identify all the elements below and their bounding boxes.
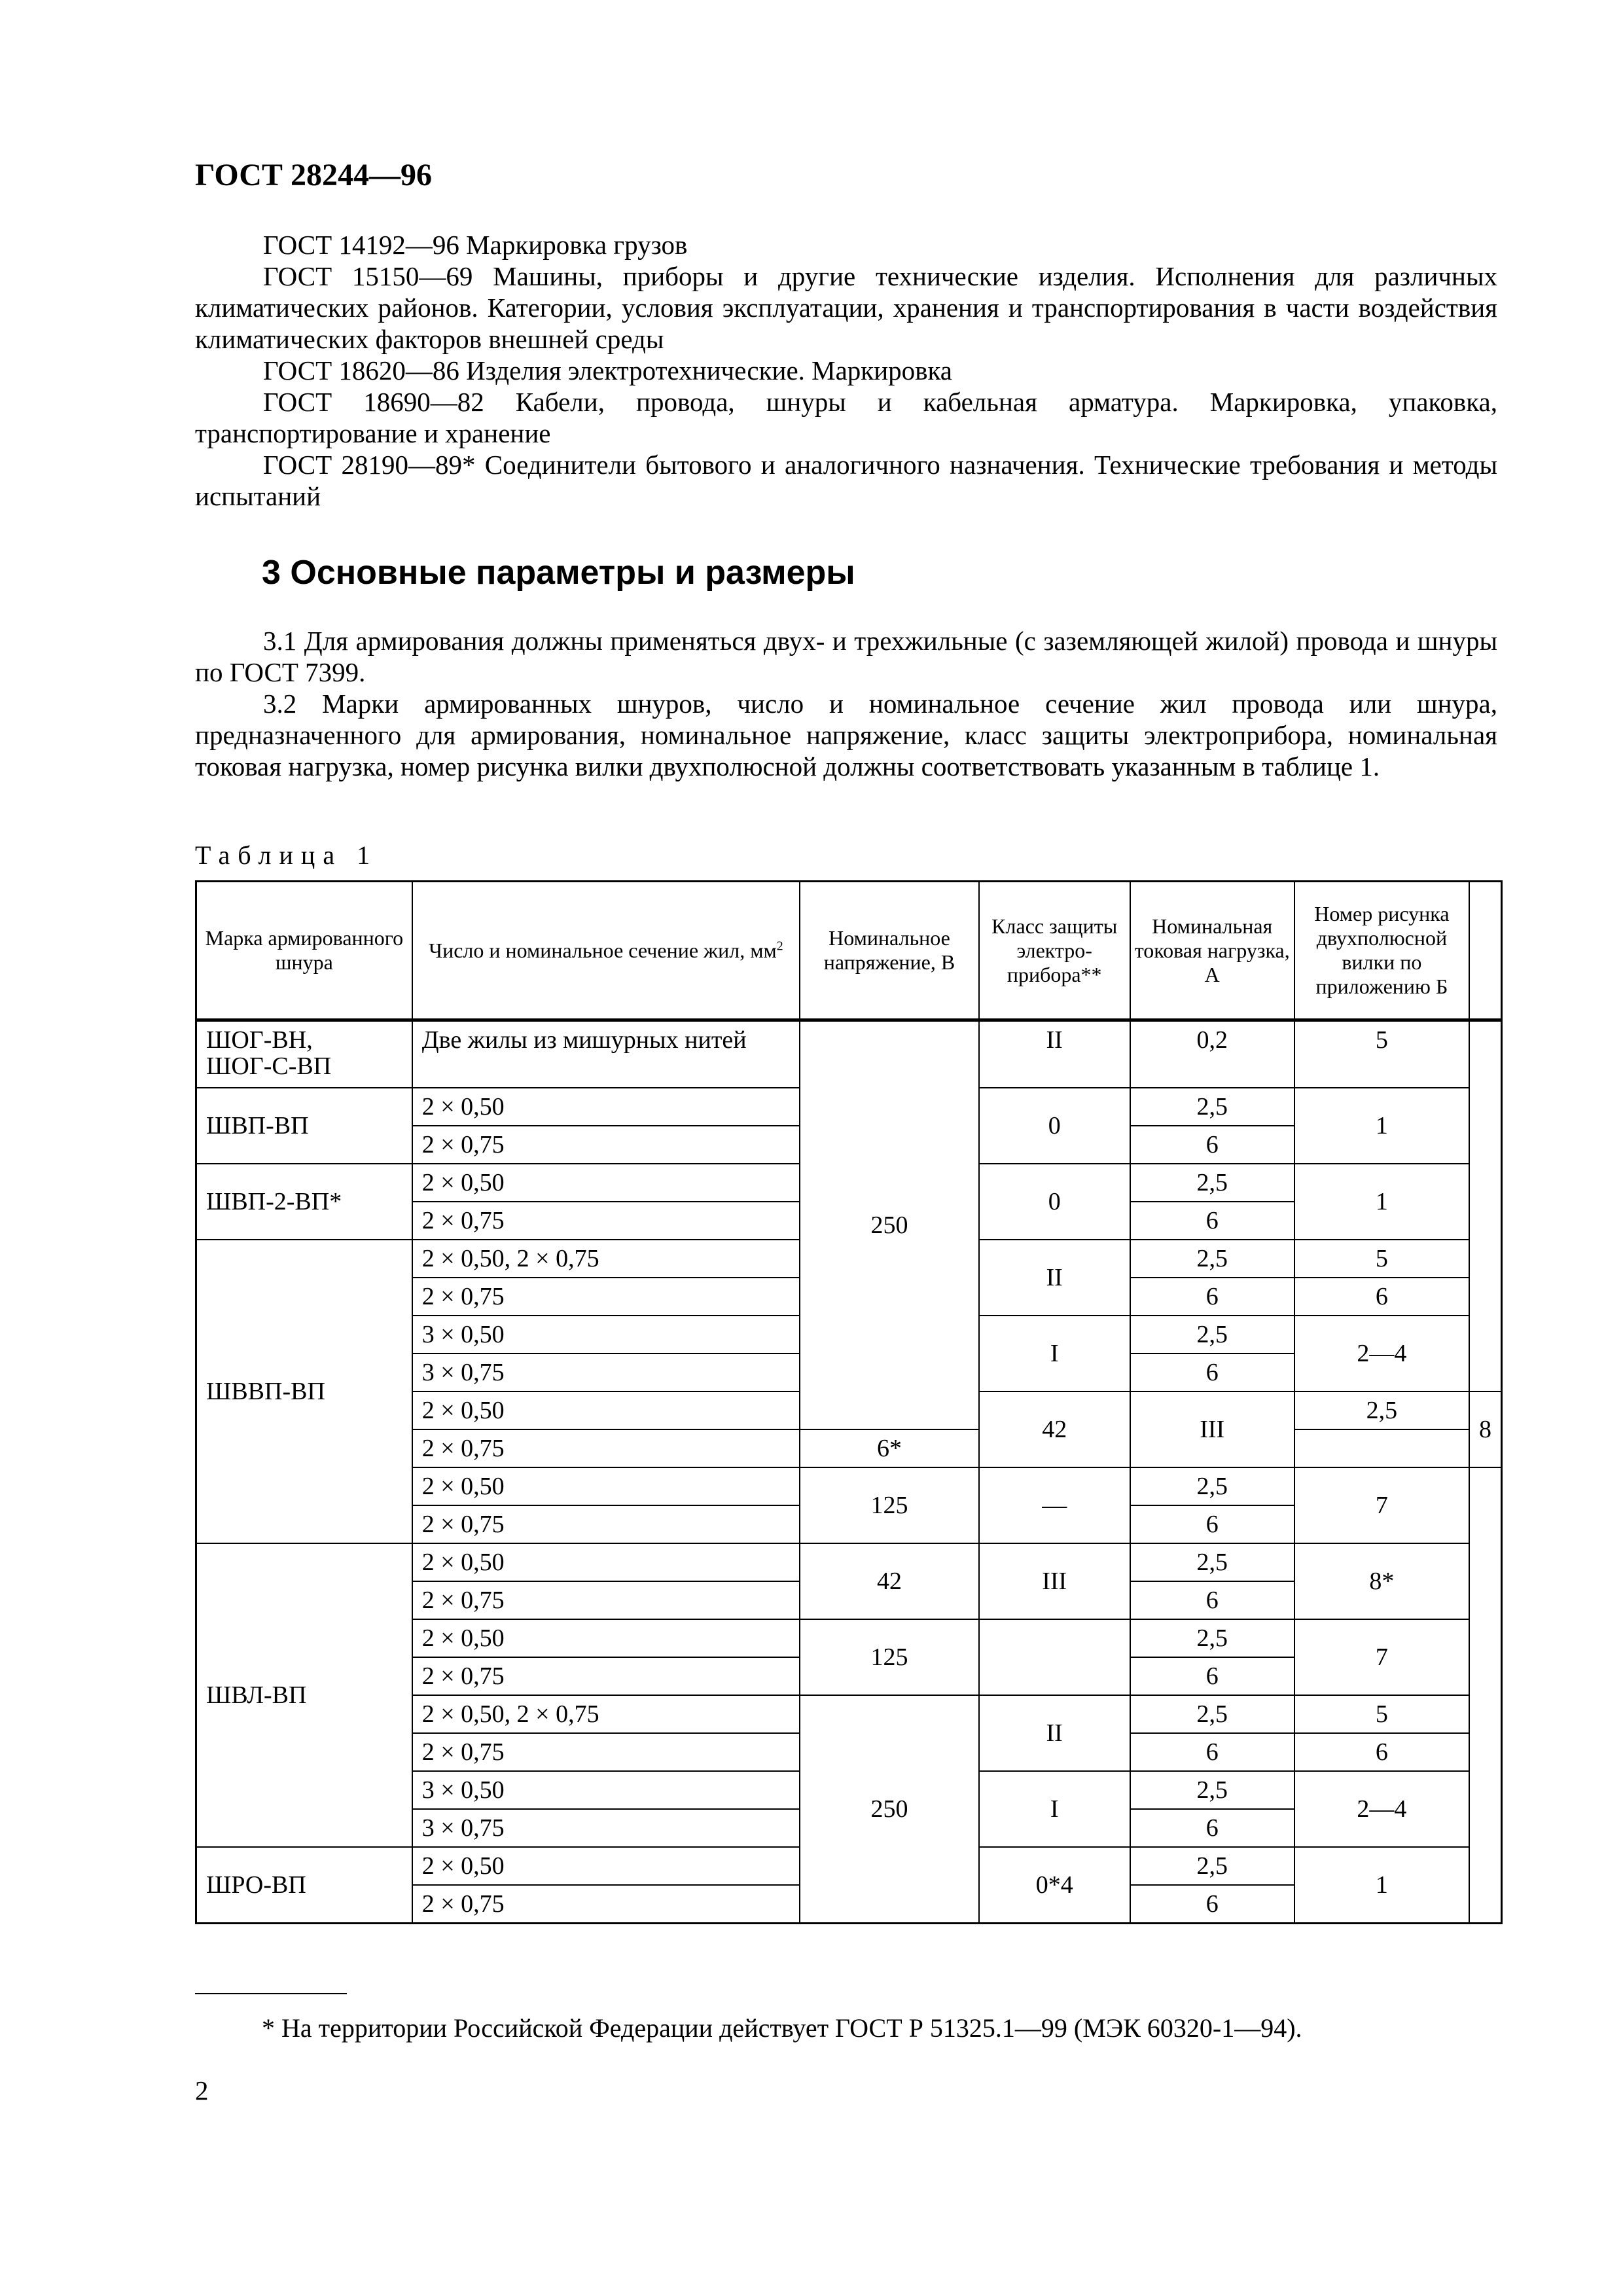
footnote-separator (195, 1993, 347, 1994)
cell-figure: 5 (1294, 1240, 1469, 1278)
cell-voltage: 125 (800, 1467, 979, 1543)
cell-section: 2 × 0,50 (412, 1847, 800, 1885)
section-title: 3 Основные параметры и размеры (262, 554, 855, 592)
reference-item: ГОСТ 28190—89* Соединители бытового и аналогичного назначения. Технические требования и методы испытаний (195, 450, 1497, 511)
cell-voltage: 250 (800, 1695, 979, 1924)
cell-figure: 2—4 (1294, 1316, 1469, 1391)
cell-figure: 6 (1294, 1733, 1469, 1771)
cell-class: I (979, 1316, 1130, 1391)
cell-section: 2 × 0,50 (412, 1391, 800, 1429)
cell-class: II (979, 1240, 1130, 1316)
header-section (412, 882, 800, 1020)
cell-section: 2 × 0,75 (412, 1429, 800, 1467)
table-row (196, 1543, 1502, 1581)
cell-section: 3 × 0,75 (412, 1809, 800, 1847)
cell-figure: 6 (1294, 1278, 1469, 1316)
cell-section: 2 × 0,75 (412, 1202, 800, 1240)
cell-section: 2 × 0,75 (412, 1733, 800, 1771)
cell-current: 6 (1130, 1885, 1294, 1924)
cell-figure: 8* (1294, 1543, 1469, 1619)
cell-mark: ШВЛ-ВП (196, 1543, 412, 1847)
cell-section: 2 × 0,75 (412, 1885, 800, 1924)
cell-class: I (979, 1771, 1130, 1847)
cell-current: 2,5 (1130, 1619, 1294, 1657)
cell-section: 2 × 0,50, 2 × 0,75 (412, 1240, 800, 1278)
paragraph-3-2: 3.2 Марки армированных шнуров, число и номинальное сечение жил провода или шнура, предназначенного для армирования, номинальное напряжение, класс защиты электроприбора, номинальная токовая нагрузка, номер рисунка вилки двухполюсной должны соответствовать указанным в таблице 1. (195, 689, 1497, 781)
header-class: Класс защиты электро-прибора** (979, 882, 1130, 1020)
header-section-text: Число и номинальное сечение жил, мм (429, 938, 777, 962)
reference-item: ГОСТ 18620—86 Изделия электротехнические. Маркировка (263, 355, 953, 386)
cell-section: 3 × 0,50 (412, 1316, 800, 1354)
cell-voltage: 250 (800, 1020, 979, 1430)
reference-item: ГОСТ 18690—82 Кабели, провода, шнуры и кабельная арматура. Маркировка, упаковка, транспортирование и хранение (195, 387, 1497, 448)
reference-item: ГОСТ 14192—96 Маркировка грузов (263, 230, 688, 260)
cell-current: 6* (800, 1429, 979, 1467)
cell-section: 2 × 0,75 (412, 1126, 800, 1164)
cell-current: 0,2 (1130, 1020, 1294, 1088)
cell-mark: ШРО-ВП (196, 1847, 412, 1924)
cell-current: 6 (1130, 1581, 1294, 1619)
cell-current: 2,5 (1130, 1847, 1294, 1885)
cell-mark: ШВВП-ВП (196, 1240, 412, 1543)
cell-current: 6 (1130, 1733, 1294, 1771)
cell-figure: 7 (1294, 1467, 1469, 1543)
cell-section: 2 × 0,50, 2 × 0,75 (412, 1695, 800, 1733)
cell-current: 6 (1130, 1126, 1294, 1164)
cell-section: 2 × 0,50 (412, 1619, 800, 1657)
paragraph-3-1: 3.1 Для армирования должны применяться двух- и трехжильные (с заземляющей жилой) провода и шнуры по ГОСТ 7399. (195, 626, 1497, 687)
cell-section: Две жилы из мишурных нитей (412, 1020, 800, 1088)
cell-figure: 1 (1294, 1847, 1469, 1924)
cell-voltage: 42 (979, 1391, 1130, 1467)
cell-section: 2 × 0,50 (412, 1088, 800, 1126)
cell-section: 3 × 0,75 (412, 1354, 800, 1391)
cell-section: 2 × 0,75 (412, 1581, 800, 1619)
cell-section: 2 × 0,75 (412, 1278, 800, 1316)
header-mark: Марка армированного шнура (196, 882, 412, 1020)
reference-item: ГОСТ 15150—69 Машины, приборы и другие технические изделия. Исполнения для различных климатических районов. Категории, условия эксплуатации, хранения и транспортирования в части воздействия климатических факторов внешней среды (195, 261, 1497, 354)
cell-section: 2 × 0,50 (412, 1164, 800, 1202)
cell-figure: 2—4 (1294, 1771, 1469, 1847)
cell-section: 2 × 0,75 (412, 1505, 800, 1543)
cell-current: 2,5 (1130, 1543, 1294, 1581)
cell-class: III (979, 1543, 1130, 1619)
cell-class: — (979, 1467, 1130, 1543)
cell-mark: ШВП-ВП (196, 1088, 412, 1164)
section-body (195, 625, 1497, 782)
header-voltage: Номинальное напряжение, В (800, 882, 979, 1020)
cell-class: 0*4 (979, 1847, 1130, 1924)
cell-current: 2,5 (1130, 1316, 1294, 1354)
cell-current: 6 (1130, 1202, 1294, 1240)
cell-current: 2,5 (1130, 1467, 1294, 1505)
cell-mark: ШВП-2-ВП* (196, 1164, 412, 1240)
table-row (196, 1020, 1502, 1088)
table-caption: Таблица 1 (195, 840, 378, 870)
cell-current: 6 (1130, 1505, 1294, 1543)
cell-section: 2 × 0,50 (412, 1543, 800, 1581)
document-number-header: ГОСТ 28244—96 (195, 158, 432, 192)
parameters-table (195, 880, 1503, 1924)
cell-figure: 8 (1469, 1391, 1502, 1467)
footnote: * На территории Российской Федерации действует ГОСТ Р 51325.1—99 (МЭК 60320-1—94). (262, 2013, 1302, 2043)
table-header-row (196, 882, 1502, 1020)
cell-section: 2 × 0,75 (412, 1657, 800, 1695)
cell-current: 2,5 (1130, 1771, 1294, 1809)
cell-class: III (1130, 1391, 1294, 1467)
cell-class: II (979, 1695, 1130, 1771)
cell-figure: 5 (1294, 1695, 1469, 1733)
cell-current: 2,5 (1130, 1088, 1294, 1126)
cell-mark: ШОГ-ВН, ШОГ-С-ВП (196, 1020, 412, 1088)
page-number: 2 (195, 2075, 209, 2106)
cell-current: 2,5 (1294, 1391, 1469, 1429)
header-section-sup: 2 (776, 938, 783, 953)
header-current: Номинальная токовая нагрузка, А (1130, 882, 1294, 1020)
cell-class: 0 (979, 1088, 1130, 1164)
cell-current: 6 (1130, 1354, 1294, 1391)
cell-current: 2,5 (1130, 1164, 1294, 1202)
cell-class: 0 (979, 1164, 1130, 1240)
cell-current: 2,5 (1130, 1240, 1294, 1278)
cell-current: 6 (1130, 1278, 1294, 1316)
cell-figure: 5 (1294, 1020, 1469, 1088)
cell-class: II (979, 1020, 1130, 1088)
cell-class-empty (979, 1619, 1130, 1695)
cell-figure: 1 (1294, 1088, 1469, 1164)
cell-current: 6 (1130, 1657, 1294, 1695)
cell-current: 6 (1130, 1809, 1294, 1847)
cell-section: 3 × 0,50 (412, 1771, 800, 1809)
cell-section: 2 × 0,50 (412, 1467, 800, 1505)
cell-figure: 1 (1294, 1164, 1469, 1240)
header-figure: Номер рисунка двухполюсной вилки по приложению Б (1294, 882, 1469, 1020)
normative-references (195, 229, 1497, 512)
cell-voltage: 42 (800, 1543, 979, 1619)
cell-voltage: 125 (800, 1619, 979, 1695)
cell-current: 2,5 (1130, 1695, 1294, 1733)
cell-figure: 7 (1294, 1619, 1469, 1695)
